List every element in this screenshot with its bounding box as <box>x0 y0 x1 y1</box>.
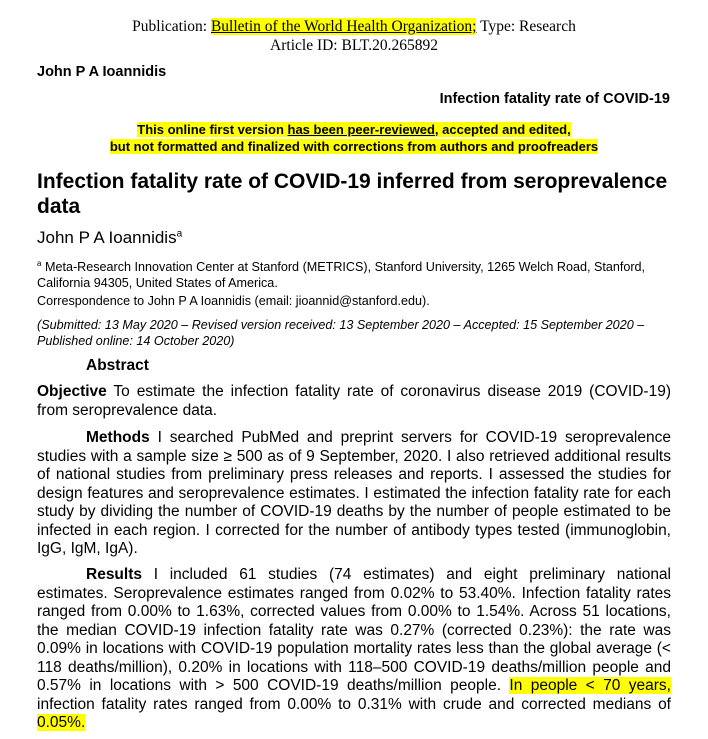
author-name: John P A Ioannidis <box>37 228 177 247</box>
author-superscript: a <box>176 228 183 240</box>
notice-line-2: but not formatted and finalized with corrections from authors and proofreaders <box>109 139 599 154</box>
correspondence: Correspondence to John P A Ioannidis (email: jioannid@stanford.edu). <box>37 294 430 308</box>
results-highlight-under70: In people < 70 years, <box>509 677 671 694</box>
notice-text-1: This online first version <box>137 122 288 137</box>
article-author <box>37 228 182 248</box>
article-type: Type: Research <box>480 18 576 35</box>
objective-label: Objective <box>37 383 107 400</box>
header-author: John P A Ioannidis <box>37 64 167 80</box>
submission-dates: (Submitted: 13 May 2020 – Revised version received: 13 September 2020 – Accepted: 15 September 2020 – Published online: 14 October 2020) <box>37 318 645 348</box>
objective-text: To estimate the infection fatality rate of coronavirus disease 2019 (COVID-19) from seroprevalence data. <box>37 383 671 419</box>
affiliation-text: Meta-Research Innovation Center at Stanford (METRICS), Stanford University, 1265 Welch Road, Stanford, California 94305, United States of America. <box>37 260 646 290</box>
notice-peer-reviewed: has been peer-reviewed <box>287 122 435 137</box>
publication-label: Publication: <box>132 18 208 35</box>
results-text: I included 61 studies (74 estimates) and eight preliminary national estimates. Seroprevalence estimates ranged from 0.02% to 53.40%. Infection fatality rates ranged from 0.00% to 1.63%, corrected values from 0.00% to 1.54%. Across 51 locations, the median COVID-19 infection fatality rate was 0.27% (corrected 0.23%): the rate was 0.09% in locations with COVID-19 population mortality rates less than the global average (< 118 deaths/million), 0.20% in locations with 118–500 COVID-19 deaths/million people and 0.57% in locations with > 500 COVID-19 deaths/million people. <box>37 566 671 694</box>
abstract-results <box>37 566 671 733</box>
results-highlight-median: 0.05%. <box>37 714 86 731</box>
abstract-objective <box>37 383 671 420</box>
running-title: Infection fatality rate of COVID-19 <box>439 91 670 107</box>
methods-label: Methods <box>86 429 150 446</box>
journal-link[interactable]: Bulletin of the World Health Organization; <box>210 18 477 35</box>
affiliation <box>37 256 677 291</box>
abstract-methods <box>37 429 671 559</box>
article-title: Infection fatality rate of COVID-19 inferred from seroprevalence data <box>37 170 668 218</box>
methods-text: I searched PubMed and preprint servers for COVID-19 seroprevalence studies with a sample size ≥ 500 as of 9 September, 2020. I also retrieved additional results of national studies from preliminary press releases and reports. I assessed the studies for design features and seroprevalence estimates. I estimated the infection fatality rate for each study by dividing the number of COVID-19 deaths by the number of people estimated to be infected in each region. I corrected for the number of antibody types tested (immunoglobin, IgG, IgM, IgA). <box>37 429 671 557</box>
abstract-heading: Abstract <box>86 357 149 374</box>
article-id: Article ID: BLT.20.265892 <box>270 37 438 54</box>
notice-text-2: , accepted and edited, <box>434 122 571 137</box>
online-first-notice <box>0 121 708 155</box>
results-text-2: infection fatality rates ranged from 0.00% to 0.31% with crude and corrected medians of <box>37 695 671 713</box>
publication-header <box>0 17 708 55</box>
affiliation-superscript: a <box>37 259 42 268</box>
results-label: Results <box>86 566 142 583</box>
